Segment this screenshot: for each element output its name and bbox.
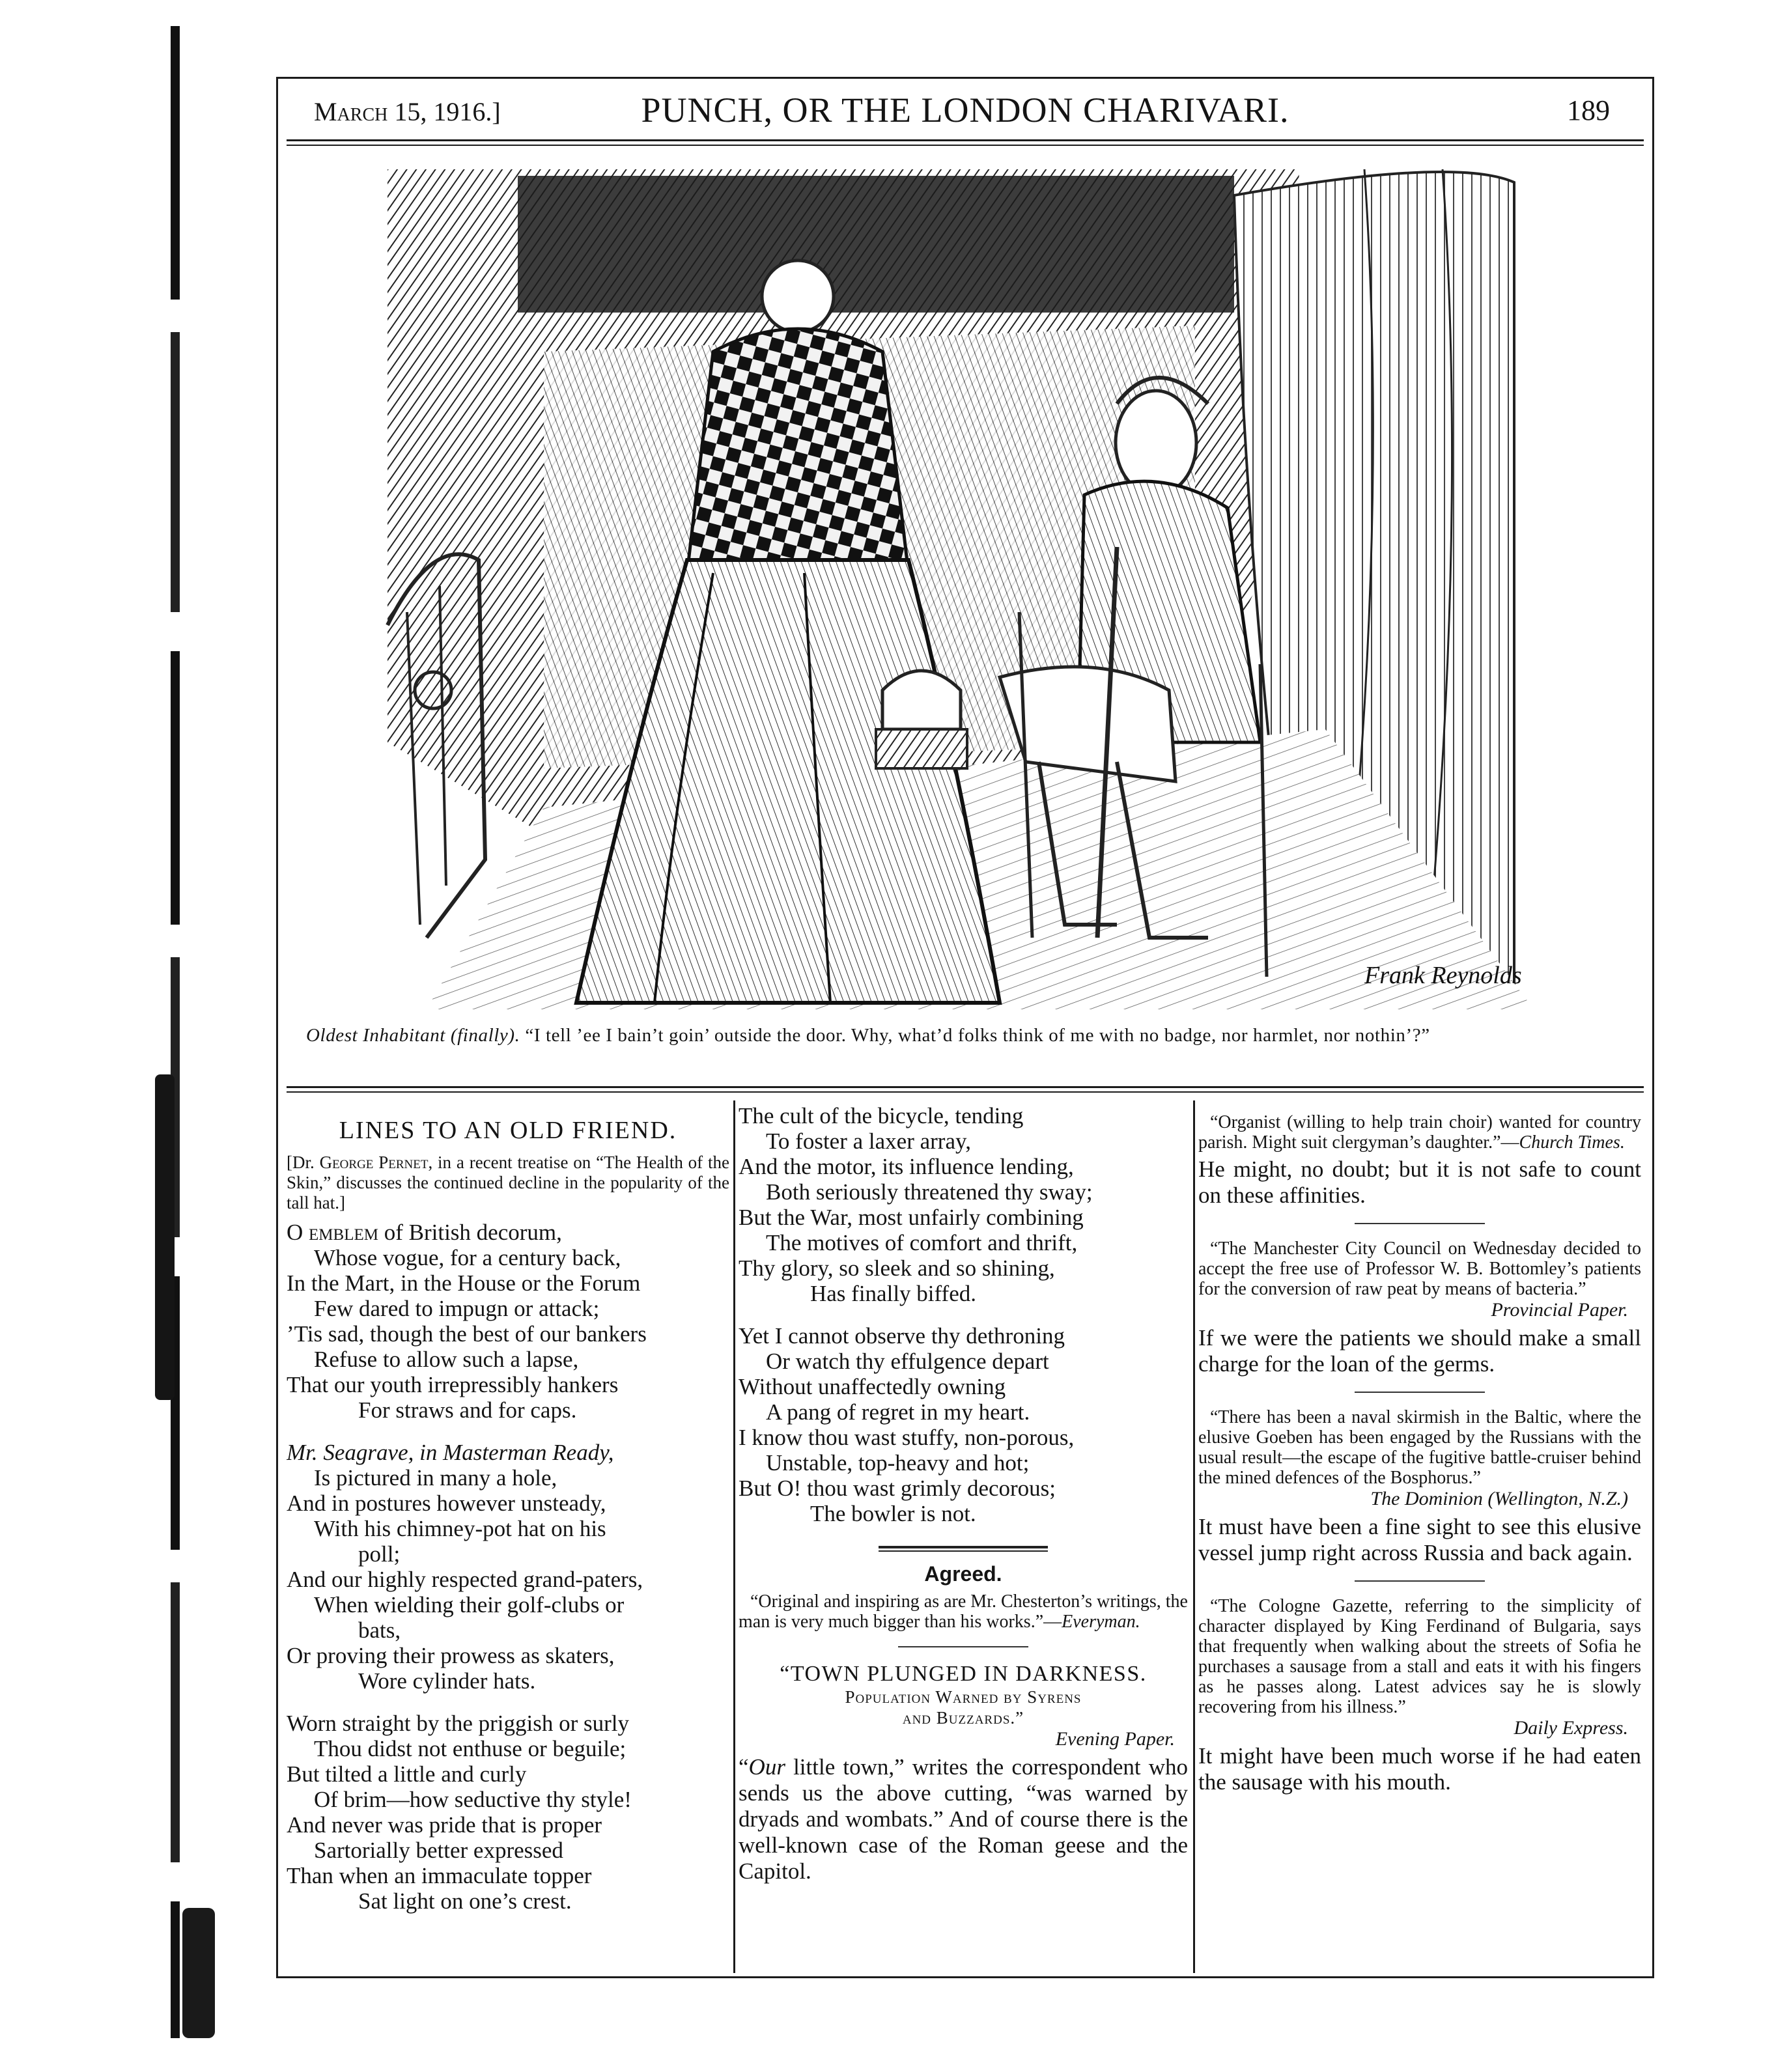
column-left (287, 1103, 729, 1963)
poem-line-text: Whose vogue, for a century back, (314, 1245, 621, 1270)
poem-line (739, 1399, 1188, 1425)
news-quote: “There has been a naval skirmish in the Baltic, where the elusive Goeben has been engaged by the Russians with the usual result—the escape of the fugitive battle-cruiser behind the mined defences of the Bosphorus.” (1198, 1407, 1641, 1488)
poem-line (739, 1255, 1188, 1281)
news-source: Provincial Paper. (1491, 1299, 1628, 1321)
poem-line-text: But the War, most unfairly combining (739, 1205, 1084, 1230)
poem-line-text: bats, (358, 1617, 401, 1643)
section-rule-thin (287, 1091, 1644, 1093)
news-quote: “The Manchester City Council on Wednesday decided to accept the free use of Professor W. B. Bottomley’s patients for the conversion of raw peat by means of bacteria.” (1198, 1239, 1641, 1299)
poem-line-text: Than when an immaculate topper (287, 1863, 592, 1888)
town-subhead-1: Population Warned by Syrens (845, 1687, 1082, 1707)
town-headline: “TOWN PLUNGED IN DARKNESS. (780, 1662, 1147, 1686)
poem-line-text: ’Tis sad, though the best of our bankers (287, 1321, 647, 1347)
masthead-title: PUNCH, OR THE LONDON CHARIVARI. (641, 91, 1289, 130)
poem-line-text: Sat light on one’s crest. (358, 1888, 572, 1914)
poem-line (287, 1617, 729, 1643)
news-item (1198, 1112, 1641, 1209)
news-quote: “The Cologne Gazette, referring to the simplicity of character displayed by King Ferdinand of Bulgaria, says that frequently when walking about the streets of Sofia he purchases a sausage from a stall and eats it with his fingers as he passes along. Latest advices say he is slowly recovering from his illness.” (1198, 1596, 1641, 1717)
poem-line-text: With his chimney-pot hat on his (314, 1516, 606, 1541)
poem-line-text: Mr. Seagrave, in Masterman Ready, (287, 1440, 614, 1465)
poem-line (287, 1888, 729, 1914)
news-quote: “Organist (willing to help train choir) wanted for country parish. Might suit clergyman’s daughter.”—Church Times. (1198, 1112, 1641, 1153)
news-comment: It might have been much worse if he had eaten the sausage with his mouth. (1198, 1743, 1641, 1795)
column-divider-1 (733, 1100, 735, 1973)
cartoon-caption (306, 1024, 1632, 1047)
poem-line (287, 1736, 729, 1761)
poem-line (287, 1296, 729, 1321)
poem-verse-part1 (287, 1220, 729, 1914)
poem-line-text: Of brim—how seductive thy style! (314, 1787, 632, 1812)
poem-line (287, 1465, 729, 1491)
poem-line (287, 1220, 729, 1245)
poem-line-text: But O! thou wast grimly decorous; (739, 1476, 1056, 1501)
poem-line-text: When wielding their golf-clubs or (314, 1592, 625, 1617)
column-middle (739, 1103, 1188, 1963)
page-number: 189 (1567, 94, 1610, 126)
poem-line-text: Is pictured in many a hole, (314, 1465, 557, 1491)
news-source: The Dominion (Wellington, N.Z.) (1370, 1488, 1628, 1509)
poem-line-text: And in postures however unsteady, (287, 1491, 606, 1516)
news-item (1198, 1407, 1641, 1566)
section-divider (879, 1546, 1048, 1552)
poem-line-text: Few dared to impugn or attack; (314, 1296, 600, 1321)
poem-line (739, 1230, 1188, 1255)
poem-line (739, 1281, 1188, 1306)
poem-line (739, 1450, 1188, 1476)
caption-speaker: Oldest Inhabitant (finally). (306, 1025, 520, 1046)
poem-line (287, 1270, 729, 1296)
poem-line-text: In the Mart, in the House or the Forum (287, 1270, 641, 1296)
divider (1355, 1223, 1485, 1224)
poem-line (739, 1425, 1188, 1450)
poem-line-text: Refuse to allow such a lapse, (314, 1347, 579, 1372)
section-rule (287, 1086, 1644, 1088)
poem-line-text: Or watch thy effulgence depart (766, 1349, 1049, 1374)
news-source: Daily Express. (1514, 1717, 1628, 1739)
poem-line (739, 1103, 1188, 1128)
poem-line (287, 1863, 729, 1888)
poem-line-text: Thou didst not enthuse or beguile; (314, 1736, 627, 1761)
stanza-gap (287, 1694, 729, 1711)
poem-line-text: Both seriously threatened thy sway; (766, 1179, 1093, 1205)
poem-line-text: Unstable, top-heavy and hot; (766, 1450, 1030, 1476)
poem-line-text: Or proving their prowess as skaters, (287, 1643, 615, 1668)
poem-line-text: Wore cylinder hats. (358, 1668, 536, 1694)
poem-line-text: The bowler is not. (810, 1501, 976, 1526)
caption-text: “I tell ’ee I bain’t goin’ outside the door. Why, what’d folks think of me with no badge, nor harmlet, nor nothin’?” (525, 1025, 1430, 1046)
poem-line (287, 1761, 729, 1787)
header-rule-thin (287, 145, 1644, 146)
poem-line (287, 1321, 729, 1347)
page-header (301, 90, 1629, 138)
stanza-gap (739, 1306, 1188, 1323)
poem-line-text: Thy glory, so sleek and so shining, (739, 1255, 1055, 1281)
poem-line (287, 1643, 729, 1668)
town-comment: “Our little town,” writes the correspondent who sends us the above cutting, “was warned by dryads and wombats.” And of course there is the well-known case of the Roman geese and the Capitol. (739, 1754, 1188, 1884)
poem-line-text: Yet I cannot observe thy dethroning (739, 1323, 1065, 1349)
poem-line (287, 1592, 729, 1617)
news-item (1198, 1239, 1641, 1377)
poem-line-text: To foster a laxer array, (766, 1128, 971, 1154)
poem-line-text: Has finally biffed. (810, 1281, 976, 1306)
binding-blot (155, 1074, 175, 1400)
poem-line (287, 1541, 729, 1567)
poem-verse-part2 (739, 1103, 1188, 1526)
poem-line (287, 1347, 729, 1372)
issue-date: March 15, 1916.] (314, 97, 501, 126)
poem-line-text: And never was pride that is proper (287, 1812, 602, 1838)
poem-line (287, 1440, 729, 1465)
poem-line (739, 1501, 1188, 1526)
poem-line (287, 1838, 729, 1863)
poem-line (287, 1812, 729, 1838)
agreed-quote: “Original and inspiring as are Mr. Chesterton’s writings, the man is very much bigger than his works.”—Everyman. (739, 1591, 1188, 1632)
poem-line-text: Sartorially better expressed (314, 1838, 563, 1863)
news-comment: If we were the patients we should make a small charge for the loan of the germs. (1198, 1325, 1641, 1377)
poem-note: [Dr. George Pernet, in a recent treatise on “The Health of the Skin,” discusses the continued decline in the popularity of the tall hat.] (287, 1153, 729, 1212)
poem-line (739, 1205, 1188, 1230)
poem-line (287, 1245, 729, 1270)
news-comment: It must have been a fine sight to see this elusive vessel jump right across Russia and back again. (1198, 1514, 1641, 1565)
poem-line (739, 1476, 1188, 1501)
poem-line-text: And our highly respected grand-paters, (287, 1567, 643, 1592)
poem-line-text: of British decorum, (378, 1220, 562, 1245)
poem-line (287, 1668, 729, 1694)
poem-line (287, 1567, 729, 1592)
divider (898, 1646, 1028, 1647)
poem-line (287, 1372, 729, 1397)
poem-line-text: poll; (358, 1541, 401, 1567)
agreed-title: Agreed. (924, 1562, 1002, 1586)
poem-line (287, 1491, 729, 1516)
poem-line-text: Without unaffectedly owning (739, 1374, 1006, 1399)
news-item (1198, 1596, 1641, 1795)
poem-line (739, 1323, 1188, 1349)
cartoon-illustration (348, 156, 1534, 1009)
poem-line (739, 1128, 1188, 1154)
news-comment: He might, no doubt; but it is not safe to count on these affinities. (1198, 1156, 1641, 1208)
divider (1355, 1392, 1485, 1393)
poem-line-text: But tilted a little and curly (287, 1761, 527, 1787)
poem-line (287, 1397, 729, 1423)
poem-line (739, 1154, 1188, 1179)
poem-line (739, 1179, 1188, 1205)
poem-line-text: I know thou wast stuffy, non-porous, (739, 1425, 1075, 1450)
poem-line-text: Worn straight by the priggish or surly (287, 1711, 630, 1736)
poem-line-text: The cult of the bicycle, tending (739, 1103, 1024, 1128)
poem-line (739, 1374, 1188, 1399)
town-source: Evening Paper. (1055, 1728, 1175, 1750)
header-rule (287, 139, 1644, 141)
divider (1355, 1580, 1485, 1582)
poem-line-text: The motives of comfort and thrift, (766, 1230, 1078, 1255)
column-right (1198, 1103, 1641, 1963)
poem-line (739, 1349, 1188, 1374)
poem-line-text: That our youth irrepressibly hankers (287, 1372, 619, 1397)
binding-blot-bottom (182, 1908, 215, 2038)
poem-line-text: A pang of regret in my heart. (766, 1399, 1030, 1425)
poem-line (287, 1711, 729, 1736)
artist-signature: Frank Reynolds (1364, 962, 1522, 989)
poem-title: LINES TO AN OLD FRIEND. (339, 1117, 677, 1144)
binding-edge (171, 26, 180, 2038)
poem-line (287, 1516, 729, 1541)
poem-line (287, 1787, 729, 1812)
town-subhead-2: and Buzzards.” (902, 1708, 1024, 1728)
poem-first-word: O emblem (287, 1220, 378, 1245)
poem-line-text: And the motor, its influence lending, (739, 1154, 1074, 1179)
stanza-gap (287, 1423, 729, 1440)
poem-line-text: For straws and for caps. (358, 1397, 577, 1423)
column-divider-2 (1193, 1100, 1195, 1973)
